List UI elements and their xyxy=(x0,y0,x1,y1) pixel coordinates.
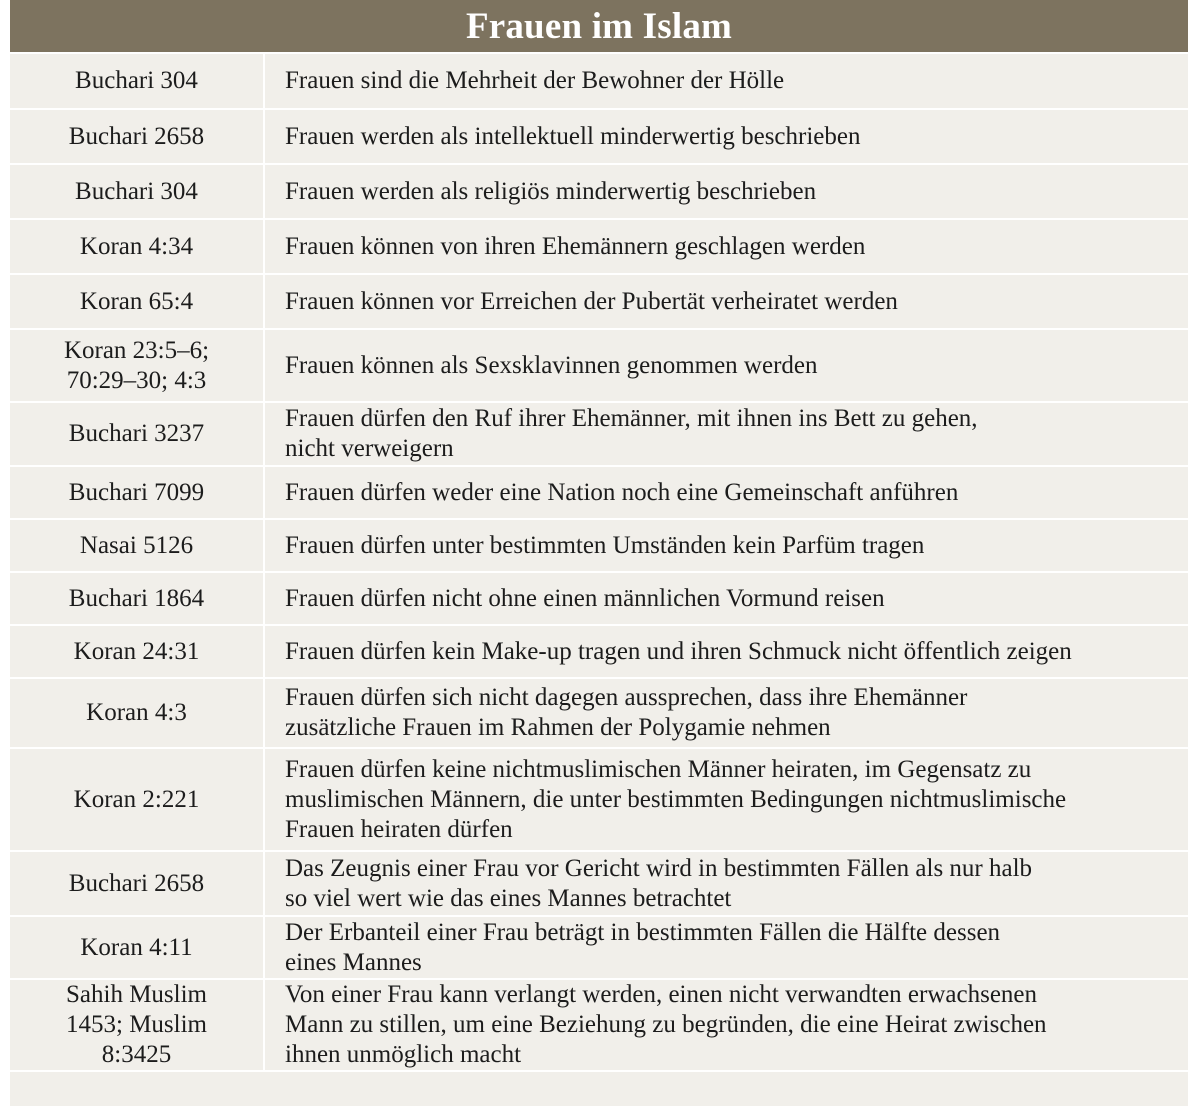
source-reference-line: Koran 4:34 xyxy=(79,232,194,260)
statement-cell xyxy=(264,164,1188,219)
source-reference-line: 8:3425 xyxy=(101,1041,172,1068)
source-reference-line: Buchari 2658 xyxy=(68,869,205,897)
table-row xyxy=(10,979,1188,1071)
table-row xyxy=(10,916,1188,979)
source-reference-cell xyxy=(10,329,264,402)
source-reference-cell xyxy=(10,979,264,1071)
statement-cell xyxy=(264,402,1188,466)
statement-line: so viel wert wie das eines Mannes betrachtet xyxy=(285,884,732,912)
source-reference-cell xyxy=(10,572,264,625)
statement-cell xyxy=(264,979,1188,1071)
page-title: Frauen im Islam xyxy=(465,5,733,47)
statement-cell xyxy=(264,274,1188,329)
statement-cell xyxy=(264,678,1188,748)
statement-line: nicht verweigern xyxy=(285,435,454,462)
table-row xyxy=(10,466,1188,519)
statement-line: Frauen können als Sexsklavinnen genommen werden xyxy=(285,351,818,379)
source-reference-line: Koran 65:4 xyxy=(79,287,194,315)
source-reference-cell xyxy=(10,625,264,678)
source-reference-cell xyxy=(10,109,264,164)
source-reference-line: Buchari 2658 xyxy=(68,122,205,150)
statement-cell xyxy=(264,329,1188,402)
statement-line: Frauen dürfen kein Make-up tragen und ihren Schmuck nicht öffentlich zeigen xyxy=(285,637,1072,665)
source-reference-line: Koran 24:31 xyxy=(73,637,200,665)
statement-cell xyxy=(264,109,1188,164)
statement-line: Frauen sind die Mehrheit der Bewohner der Hölle xyxy=(285,67,785,94)
statement-line: muslimischen Männern, die unter bestimmten Bedingungen nichtmuslimische xyxy=(285,785,1067,813)
table-row xyxy=(10,519,1188,572)
source-reference-cell xyxy=(10,678,264,748)
statement-line: Das Zeugnis einer Frau vor Gericht wird in bestimmten Fällen als nur halb xyxy=(285,854,1033,882)
statement-line: Frauen werden als religiös minderwertig beschrieben xyxy=(285,177,817,205)
statement-line: ihnen unmöglich macht xyxy=(285,1041,522,1068)
statement-cell xyxy=(264,916,1188,979)
statement-cell xyxy=(264,748,1188,851)
statement-cell xyxy=(264,519,1188,572)
source-reference-cell xyxy=(10,748,264,851)
table-row xyxy=(10,54,1188,109)
document-table-panel xyxy=(10,0,1188,1106)
table-row xyxy=(10,678,1188,748)
table-row xyxy=(10,748,1188,851)
source-reference-line: Buchari 304 xyxy=(75,177,198,205)
statement-line: Frauen dürfen keine nichtmuslimischen Männer heiraten, im Gegensatz zu xyxy=(285,755,1032,783)
statement-line: Frauen dürfen den Ruf ihrer Ehemänner, mit ihnen ins Bett zu gehen, xyxy=(285,405,978,432)
table-row xyxy=(10,851,1188,916)
statement-line: Der Erbanteil einer Frau beträgt in bestimmten Fällen die Hälfte dessen xyxy=(285,918,1001,946)
statement-line: Frauen dürfen nicht ohne einen männlichen Vormund reisen xyxy=(285,584,885,612)
table-row xyxy=(10,219,1188,274)
table-row xyxy=(10,625,1188,678)
source-reference-line: Buchari 1864 xyxy=(68,584,205,612)
statement-cell xyxy=(264,54,1188,109)
source-reference-cell xyxy=(10,916,264,979)
table-row xyxy=(10,109,1188,164)
table-row xyxy=(10,572,1188,625)
statement-line: zusätzliche Frauen im Rahmen der Polygamie nehmen xyxy=(285,714,831,741)
statement-line: Frauen werden als intellektuell minderwertig beschrieben xyxy=(285,122,861,150)
source-reference-cell xyxy=(10,466,264,519)
statement-line: Frauen dürfen weder eine Nation noch eine Gemeinschaft anführen xyxy=(285,478,959,506)
statement-line: Von einer Frau kann verlangt werden, einen nicht verwandten erwachsenen xyxy=(285,981,1038,1008)
statement-cell xyxy=(264,625,1188,678)
statement-line: Frauen dürfen unter bestimmten Umständen kein Parfüm tragen xyxy=(285,531,925,559)
source-reference-cell xyxy=(10,54,264,109)
statement-line: Frauen können von ihren Ehemännern geschlagen werden xyxy=(285,232,866,260)
title-bar xyxy=(10,0,1188,54)
source-reference-line: Koran 4:11 xyxy=(80,933,193,961)
source-reference-cell xyxy=(10,519,264,572)
source-reference-line: Koran 23:5–6; xyxy=(63,336,210,364)
source-reference-line: Koran 4:3 xyxy=(86,699,187,726)
source-reference-cell xyxy=(10,274,264,329)
table-row xyxy=(10,402,1188,466)
source-reference-line: 70:29–30; 4:3 xyxy=(66,366,207,394)
statement-line: Frauen können vor Erreichen der Pubertät verheiratet werden xyxy=(285,287,898,315)
statement-line: eines Mannes xyxy=(285,948,422,976)
source-reference-cell xyxy=(10,219,264,274)
source-reference-cell xyxy=(10,402,264,466)
source-reference-line: Buchari 3237 xyxy=(68,420,205,447)
statement-cell xyxy=(264,219,1188,274)
table-row xyxy=(10,329,1188,402)
statement-cell xyxy=(264,851,1188,916)
source-reference-line: Buchari 7099 xyxy=(68,478,205,506)
source-reference-line: Sahih Muslim xyxy=(66,981,207,1008)
statement-cell xyxy=(264,466,1188,519)
source-reference-line: Buchari 304 xyxy=(75,67,198,94)
statement-line: Frauen dürfen sich nicht dagegen aussprechen, dass ihre Ehemänner xyxy=(285,684,968,711)
statement-cell xyxy=(264,572,1188,625)
source-reference-line: Koran 2:221 xyxy=(73,785,200,813)
source-reference-line: Nasai 5126 xyxy=(79,531,194,559)
source-reference-cell xyxy=(10,164,264,219)
table-row xyxy=(10,164,1188,219)
table-row xyxy=(10,274,1188,329)
source-reference-line: 1453; Muslim xyxy=(66,1011,207,1038)
statement-line: Frauen heiraten dürfen xyxy=(285,815,513,843)
source-reference-cell xyxy=(10,851,264,916)
references-table xyxy=(10,54,1188,1072)
statement-line: Mann zu stillen, um eine Beziehung zu begründen, die eine Heirat zwischen xyxy=(285,1011,1047,1038)
